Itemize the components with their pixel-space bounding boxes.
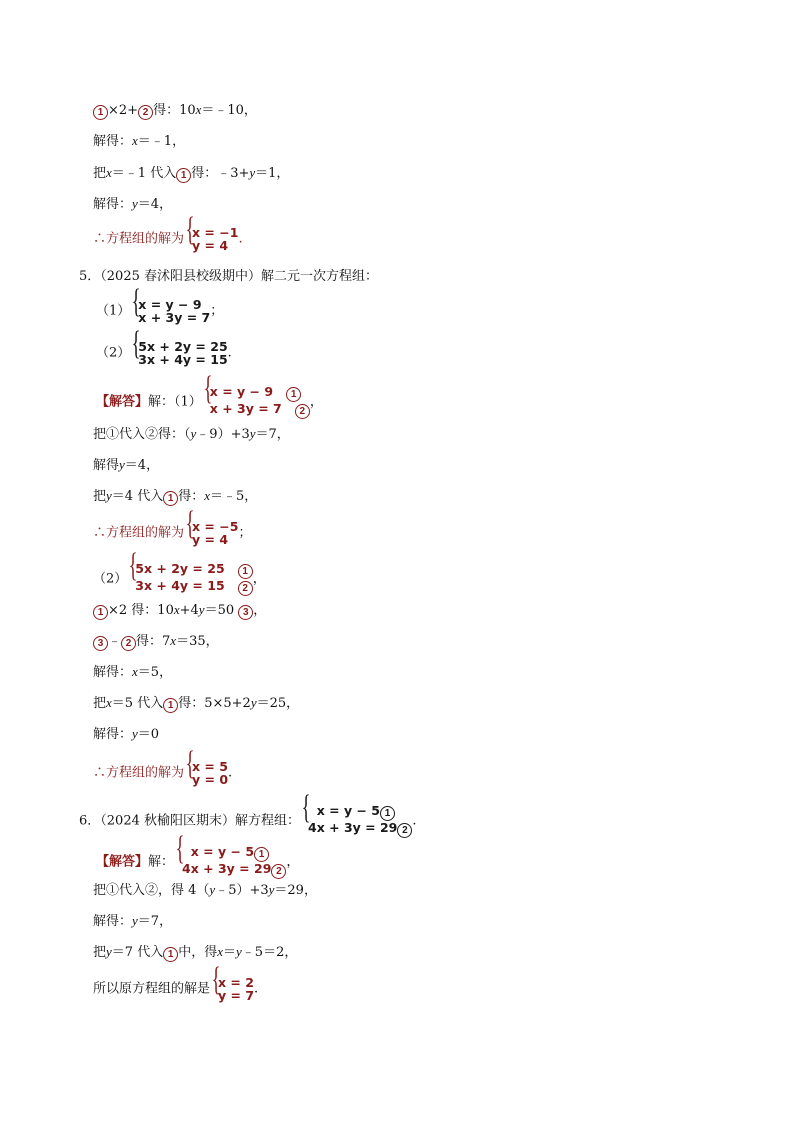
text-segment: 解： xyxy=(148,854,175,870)
text-segment: 解得： xyxy=(93,134,133,149)
text-segment: ﹣ xyxy=(108,634,122,649)
equation-row: y = 7 xyxy=(218,988,255,1003)
text-segment: ×2 得：10 xyxy=(108,603,174,618)
text-segment: . xyxy=(227,345,232,361)
text-segment: ， xyxy=(253,603,267,618)
text-segment: 解得： xyxy=(93,197,133,212)
equation-system xyxy=(127,562,252,596)
circled-number-icon: 1 xyxy=(163,491,178,506)
circled-number-icon: 1 xyxy=(238,564,253,579)
equation-row: x + 3y = 7 xyxy=(138,310,211,325)
text-segment: ＝5 代入 xyxy=(111,696,164,711)
text-segment: . xyxy=(254,981,259,997)
variable: x xyxy=(106,165,112,180)
text-segment: （1） xyxy=(96,303,131,319)
equation-system xyxy=(130,340,227,366)
text-segment: ﹣5＝2， xyxy=(241,945,298,960)
text-segment: ＝0 xyxy=(137,727,160,742)
text-segment: . xyxy=(228,765,233,781)
text-segment: ＝﹣5， xyxy=(210,489,258,504)
text-segment: ＝﹣1， xyxy=(137,134,186,149)
variable: y xyxy=(119,457,125,472)
step-line xyxy=(93,487,257,506)
variable: x xyxy=(204,488,210,503)
equation-system xyxy=(184,520,238,546)
equation-row: y = 0 xyxy=(192,772,229,787)
circled-number-icon: 2 xyxy=(138,105,153,120)
equation-row xyxy=(135,579,252,596)
text-segment: . xyxy=(412,813,417,829)
text-segment: ＝29， xyxy=(274,883,317,898)
text-segment: （2） xyxy=(96,345,131,361)
equation-row: y = 4 xyxy=(192,238,229,253)
equation-text: x = y − 5 xyxy=(316,803,380,818)
equation-system xyxy=(184,760,228,786)
circled-number-icon: 1 xyxy=(163,698,178,713)
text-segment: ＝5， xyxy=(137,665,173,680)
equation-system xyxy=(300,804,412,838)
text-segment: ＝50 xyxy=(204,603,235,618)
answer-line xyxy=(96,845,299,879)
text-segment: ﹣5）+3 xyxy=(215,883,269,898)
variable: y xyxy=(268,882,275,897)
circled-number-icon: 2 xyxy=(397,823,412,838)
variable: y xyxy=(249,165,256,180)
text-segment: 把①代入②，得 4（ xyxy=(93,883,210,898)
equation-row: { x = y − 9 xyxy=(138,297,202,312)
circled-number-icon: 1 xyxy=(380,806,395,821)
text-segment: 得：7 xyxy=(136,634,171,649)
text-segment: ＝4 代入 xyxy=(111,489,164,504)
circled-number-icon: 3 xyxy=(238,605,253,620)
text-segment: 所以原方程组的解是 xyxy=(93,981,211,997)
variable: x xyxy=(132,133,138,148)
equation-row: { x = −1 xyxy=(192,225,239,240)
text-segment: ＝25， xyxy=(256,696,300,711)
sub-question xyxy=(96,298,223,324)
text-segment: 6．（2024 秋榆阳区期末）解方程组： xyxy=(79,813,300,829)
variable: y xyxy=(106,944,112,959)
step-line xyxy=(93,725,159,744)
circled-number-icon: 1 xyxy=(286,387,301,402)
variable: y xyxy=(250,695,257,710)
equation-system xyxy=(202,385,310,419)
variable: y xyxy=(209,882,216,897)
equation-row: { x = 5 xyxy=(192,759,228,774)
text-segment: ＝﹣1 代入 xyxy=(111,166,177,181)
variable: y xyxy=(132,913,138,928)
equation-row xyxy=(210,385,310,402)
text-segment: 解：（1） xyxy=(148,394,202,410)
circled-number-icon: 2 xyxy=(121,636,136,651)
equation-row: { x = 2 xyxy=(218,975,254,990)
equation-row: y = 4 xyxy=(192,532,229,547)
text-segment: 得：10 xyxy=(153,103,196,118)
equation-row xyxy=(308,804,412,821)
step-line xyxy=(93,663,172,682)
variable: y xyxy=(132,196,138,211)
solution-line xyxy=(93,520,251,546)
text-segment: ， xyxy=(252,571,266,587)
text-segment: +4 xyxy=(179,603,199,618)
step-line xyxy=(93,164,289,183)
variable: x xyxy=(195,102,202,117)
text-segment: 把 xyxy=(93,166,107,181)
text-segment: ， xyxy=(309,394,323,410)
variable: x xyxy=(106,695,112,710)
variable: x xyxy=(217,944,223,959)
step-line xyxy=(93,132,185,151)
step-line xyxy=(93,101,257,120)
step-line xyxy=(93,456,159,475)
circled-number-icon: 1 xyxy=(93,105,108,120)
text-segment: ＝7， xyxy=(137,914,173,929)
text-segment: ＝ xyxy=(223,945,237,960)
solution-line xyxy=(93,976,258,1002)
equation-system xyxy=(184,226,238,252)
text-segment: ； xyxy=(210,303,224,319)
sub-answer xyxy=(93,562,266,596)
equation-text: x + 3y = 7 xyxy=(209,401,282,416)
equation-row xyxy=(182,845,286,862)
equation-system xyxy=(174,845,286,879)
equation-text: 5x + 2y = 25 xyxy=(135,561,225,576)
circled-number-icon: 1 xyxy=(93,605,108,620)
text-segment: 把 xyxy=(93,696,107,711)
circled-number-icon: 2 xyxy=(271,864,286,879)
text-segment: . xyxy=(238,231,243,247)
circled-number-icon: 2 xyxy=(295,404,310,419)
text-segment: 把 xyxy=(93,489,107,504)
circled-number-icon: 1 xyxy=(163,947,178,962)
text-segment: 解得： xyxy=(93,914,133,929)
step-line xyxy=(93,881,317,900)
answer-tag: 【解答】 xyxy=(96,394,149,410)
step-line xyxy=(93,425,290,444)
equation-row xyxy=(210,402,310,419)
text-segment: 得：5×5+2 xyxy=(178,696,251,711)
text-segment: ＝35， xyxy=(176,634,219,649)
text-segment: 得：﹣3+ xyxy=(191,166,250,181)
text-segment: 解得 xyxy=(93,458,120,473)
answer-tag: 【解答】 xyxy=(96,854,149,870)
variable: x xyxy=(170,633,177,648)
step-line xyxy=(93,912,172,931)
equation-text: x = y − 9 xyxy=(209,384,274,399)
text-segment: ＝7 代入 xyxy=(111,945,164,960)
text-segment: ＝4， xyxy=(124,458,160,473)
question-title: 5．（2025 春沭阳县校级期中）解二元一次方程组： xyxy=(79,269,378,284)
text-segment: ， xyxy=(286,854,300,870)
sub-question xyxy=(96,340,232,366)
text-segment: （2） xyxy=(93,571,128,587)
variable: y xyxy=(249,426,256,441)
equation-text: 3x + 4y = 15 xyxy=(135,578,225,593)
text-segment: ﹣9）+3 xyxy=(196,427,250,442)
circled-number-icon: 1 xyxy=(176,168,191,183)
equation-row xyxy=(308,821,412,838)
step-line xyxy=(93,694,299,713)
step-line xyxy=(93,632,219,651)
equation-system xyxy=(130,298,210,324)
text-segment: 解得： xyxy=(93,727,133,742)
text-segment: 中，得 xyxy=(178,945,218,960)
solution-line xyxy=(93,226,243,252)
variable: x xyxy=(132,664,138,679)
variable: y xyxy=(132,726,138,741)
equation-text: 4x + 3y = 29 xyxy=(308,820,398,835)
text-segment: 把①代入②得：（ xyxy=(93,427,191,442)
equation-row xyxy=(135,562,252,579)
text-segment: 得： xyxy=(178,489,205,504)
circled-number-icon: 2 xyxy=(238,581,253,596)
circled-number-icon: 3 xyxy=(93,636,108,651)
variable: y xyxy=(198,602,205,617)
equation-system xyxy=(210,976,254,1002)
text-segment: ； xyxy=(238,525,252,541)
text-segment: ＝﹣10， xyxy=(201,103,257,118)
text-segment: ×2+ xyxy=(108,103,139,118)
variable: y xyxy=(236,944,242,959)
equation-text: 4x + 3y = 29 xyxy=(182,861,272,876)
answer-line xyxy=(96,385,323,419)
text-segment: ＝1， xyxy=(255,166,290,181)
variable: y xyxy=(190,426,197,441)
text-segment: ＝7， xyxy=(255,427,290,442)
text-segment: 把 xyxy=(93,945,107,960)
equation-text: x = y − 5 xyxy=(190,844,255,859)
text-segment: 解得： xyxy=(93,665,133,680)
solution-line xyxy=(93,760,232,786)
text-segment: ∴方程组的解为 xyxy=(93,525,185,541)
variable: y xyxy=(106,488,112,503)
circled-number-icon: 1 xyxy=(254,847,269,862)
equation-row: { 5x + 2y = 25 xyxy=(138,339,228,354)
equation-row xyxy=(182,862,286,879)
step-line xyxy=(93,601,266,620)
step-line xyxy=(93,943,297,962)
text-segment: ＝4， xyxy=(137,197,173,212)
equation-row: { x = −5 xyxy=(192,519,239,534)
text-segment: ∴方程组的解为 xyxy=(93,231,185,247)
variable: x xyxy=(173,602,180,617)
text-segment: ∴方程组的解为 xyxy=(93,765,185,781)
question-title xyxy=(79,804,417,838)
equation-row: 3x + 4y = 15 xyxy=(138,352,228,367)
step-line xyxy=(93,195,172,214)
